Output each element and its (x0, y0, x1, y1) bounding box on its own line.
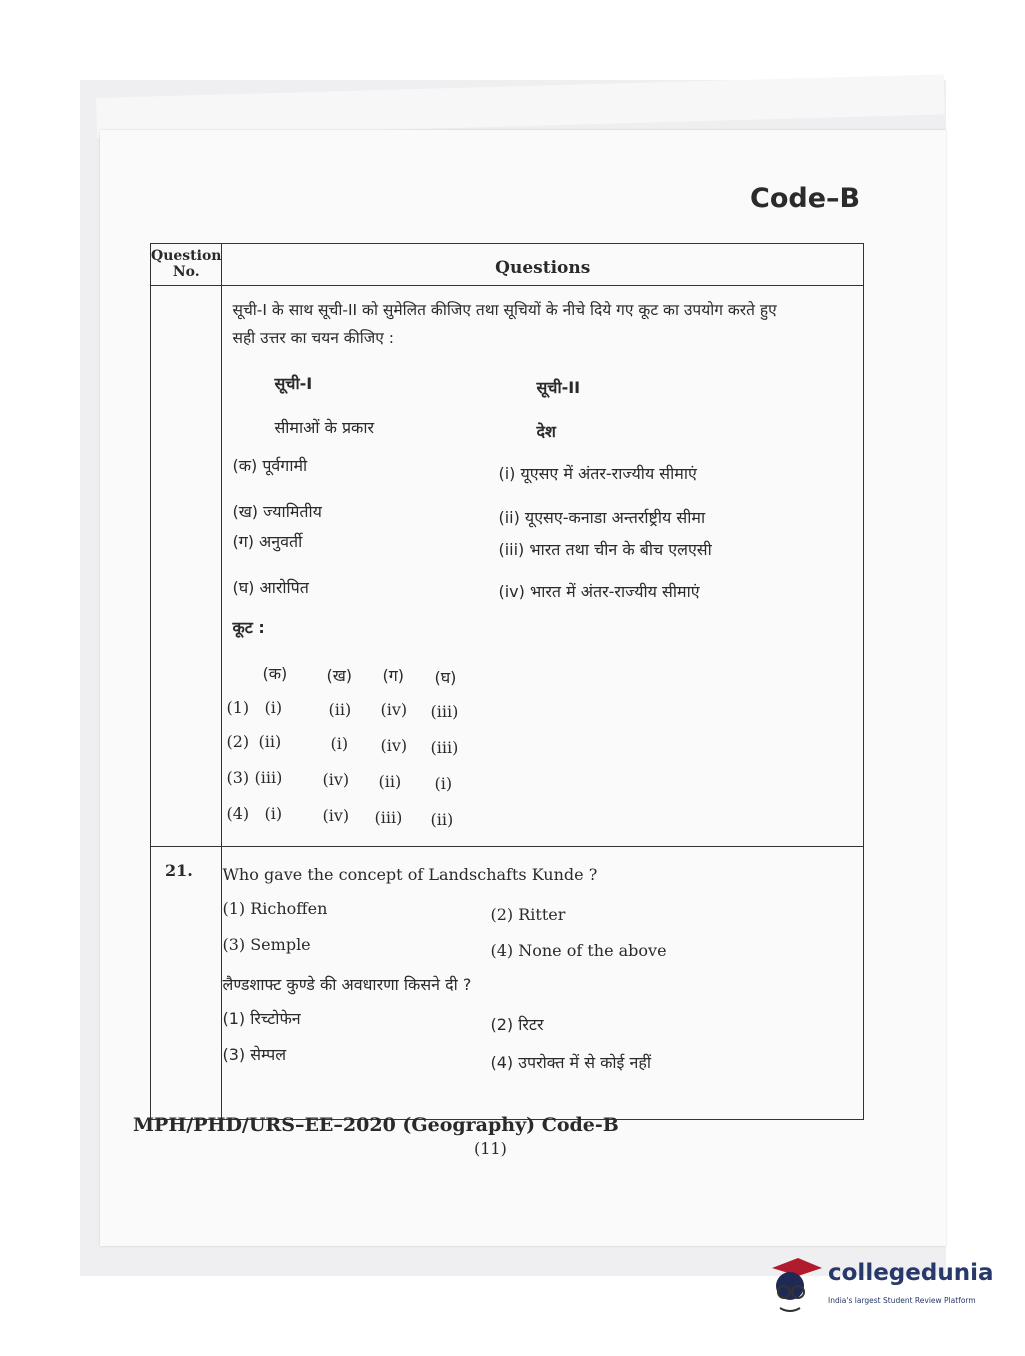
mascot-icon (768, 1254, 824, 1316)
list2-item: (iv) भारत में अंतर-राज्यीय सीमाएं (498, 582, 700, 601)
q21-option: (4) None of the above (490, 941, 667, 960)
q21-question-english: Who gave the concept of Landschafts Kunde ? (222, 865, 598, 884)
brand-logo[interactable] (768, 1252, 1008, 1322)
list2-subtitle: देश (536, 422, 556, 441)
code-row-label: (2) (226, 732, 250, 751)
code-header-gha: (घ) (434, 668, 457, 687)
code-cell: (ii) (378, 772, 402, 791)
q21-number-cell (151, 847, 222, 1120)
code-cell: (ii) (328, 700, 352, 719)
code-row-label: (3) (226, 768, 250, 787)
brand-name: collegedunia (828, 1260, 994, 1286)
code-row-label: (1) (226, 698, 250, 717)
list1-item: (क) पूर्वगामी (232, 456, 308, 475)
q21-option: (3) Semple (222, 935, 311, 954)
code-cell: (iv) (380, 736, 408, 755)
code-row-label: (4) (226, 804, 250, 823)
list2-item: (ii) यूएसए-कनाडा अन्तर्राष्ट्रीय सीमा (498, 508, 706, 527)
q21-option: (2) Ritter (490, 905, 566, 924)
paper-code: Code–B (750, 183, 861, 214)
code-cell: (i) (434, 774, 453, 793)
list2-title: सूची-II (536, 378, 581, 397)
code-cell: (i) (264, 804, 283, 823)
code-header-ga: (ग) (382, 666, 404, 685)
q20-body (222, 286, 864, 847)
code-cell: (iv) (322, 806, 350, 825)
list2-item: (iii) भारत तथा चीन के बीच एलएसी (498, 540, 712, 559)
list1-item: (घ) आरोपित (232, 578, 309, 597)
column-header-questions: Questions (222, 244, 864, 286)
q20-instruction-line1: सूची-I के साथ सूची-II को सुमेलित कीजिए तथा सूचियों के नीचे दिये गए कूट का उपयोग करते हुए (232, 301, 777, 319)
list1-subtitle: सीमाओं के प्रकार (274, 418, 375, 437)
question-table (150, 243, 864, 1120)
list2-item: (i) यूएसए में अंतर-राज्यीय सीमाएं (498, 464, 697, 483)
q21-option-hindi: (2) रिटर (490, 1015, 544, 1034)
code-cell: (i) (264, 698, 283, 717)
code-cell: (i) (330, 734, 349, 753)
brand-tagline: India's largest Student Review Platform (828, 1296, 976, 1305)
list1-item: (ग) अनुवर्ती (232, 532, 303, 551)
page-number: (11) (474, 1139, 507, 1158)
q21-number: 21. (165, 861, 193, 880)
code-cell: (iv) (380, 700, 408, 719)
q20-instruction-line2: सही उत्तर का चयन कीजिए : (232, 329, 394, 347)
q21-question-hindi: लैण्डशाफ्ट कुण्डे की अवधारणा किसने दी ? (222, 975, 472, 994)
footer-paper-code: MPH/PHD/URS–EE–2020 (Geography) Code-B (133, 1114, 619, 1136)
q21-body (222, 847, 864, 1120)
q21-option-hindi: (4) उपरोक्त में से कोई नहीं (490, 1053, 651, 1072)
code-cell: (iii) (254, 768, 283, 787)
code-header-ka: (क) (262, 664, 288, 683)
list1-title: सूची-I (274, 374, 313, 393)
list1-item: (ख) ज्यामितीय (232, 502, 322, 521)
code-cell: (ii) (258, 732, 282, 751)
code-header-kha: (ख) (326, 666, 353, 685)
code-label: कूट : (232, 618, 265, 637)
code-cell: (iii) (374, 808, 403, 827)
code-cell: (iii) (430, 738, 459, 757)
column-header-question-no: Question No. (151, 244, 222, 286)
q21-option-hindi: (1) रिच्टोफेन (222, 1009, 301, 1028)
code-cell: (iii) (430, 702, 459, 721)
code-cell: (iv) (322, 770, 350, 789)
q21-option: (1) Richoffen (222, 899, 328, 918)
q20-number-cell (151, 286, 222, 847)
code-cell: (ii) (430, 810, 454, 829)
q21-option-hindi: (3) सेम्पल (222, 1045, 287, 1064)
